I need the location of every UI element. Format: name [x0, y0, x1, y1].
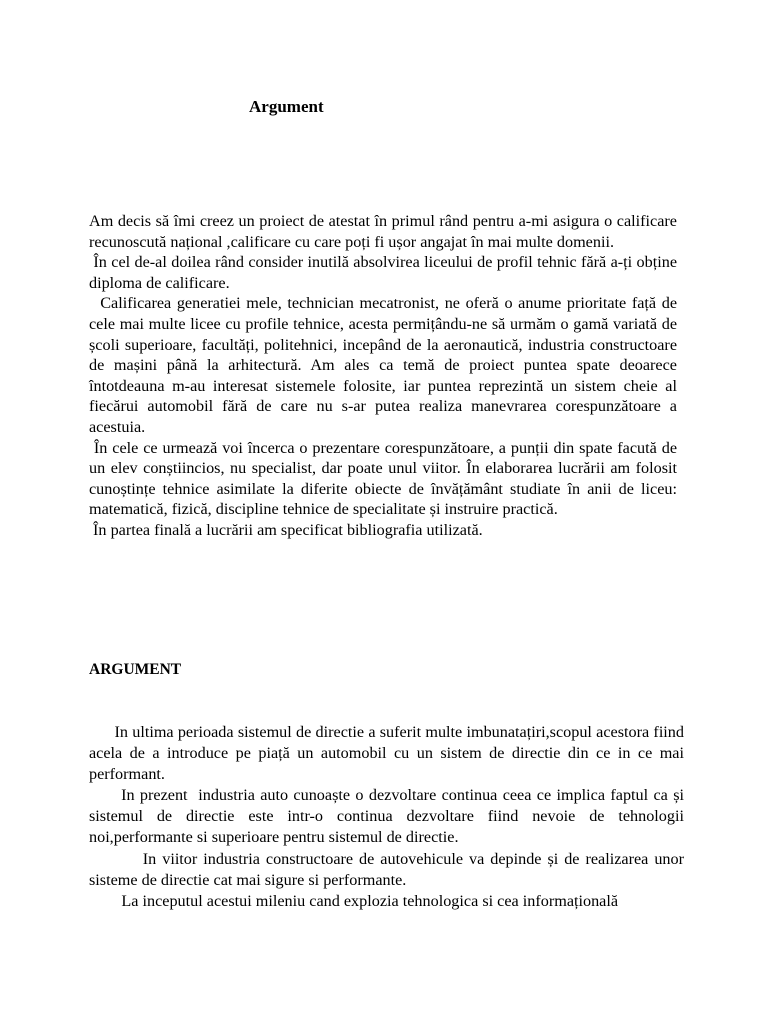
- section-title-argument-caps: ARGUMENT: [89, 661, 182, 678]
- paragraph: In ultima perioada sistemul de directie a suferit multe imbunatațiri,scopul acestora fiind acela de a introduce pe piață un automobil cu un sistem de directie din ce in ce mai performant.: [89, 723, 689, 784]
- paragraph: La inceputul acestui mileniu cand explozia tehnologica si cea informațională: [89, 891, 619, 910]
- paragraph: În partea finală a lucrării am specificat bibliografia utilizată.: [89, 520, 483, 539]
- argument-caps-body: [89, 722, 689, 912]
- paragraph: Calificarea generatiei mele, technician mecatronist, ne oferă o anume prioritate față de cele mai multe licee cu profile tehnice, acesta permițându-ne să urmăm o gamă variată de școli superioare, facultăți, politehnici, incepând de la aeronautică, industria constructoare de mașini până la arhitectură. Am ales ca temă de proiect puntea spate deoarece întotdeauna m-au interesat sistemele folosite, iar puntea reprezintă un sistem cheie al fiecărui automobil fără de care nu s-ar putea realiza manevrarea corespunzătoare a acestuia.: [89, 294, 682, 436]
- paragraph: În cel de-al doilea rând consider inutilă absolvirea liceului de profil tehnic fără a-ți obține diploma de calificare.: [89, 253, 682, 292]
- section-title-argument: Argument: [249, 97, 324, 116]
- paragraph: In viitor industria constructoare de autovehicule va depinde și de realizarea unor sisteme de directie cat mai sigure si performante.: [89, 849, 689, 889]
- argument-body: [89, 211, 682, 541]
- paragraph: În cele ce urmează voi încerca o prezentare corespunzătoare, a punții din spate facută de un elev conștiincios, nu specialist, dar poate unul viitor. În elaborarea lucrării am folosit cunoștințe tehnice asimilate la diferite obiecte de învățământ studiate în anii de liceu: matematică, fizică, discipline tehnice de specialitate și instruire practică.: [89, 438, 682, 519]
- paragraph: In prezent industria auto cunoaște o dezvoltare continua ceea ce implica faptul ca și sistemul de directie este intr-o continua dezvoltare fiind nevoie de tehnologii noi,performante si superioare pentru sistemul de directie.: [89, 786, 689, 847]
- paragraph: Am decis să îmi creez un proiect de atestat în primul rând pentru a-mi asigura o calificare recunoscută național ,calificare cu care poți fi ușor angajat în mai multe domenii.: [89, 212, 682, 251]
